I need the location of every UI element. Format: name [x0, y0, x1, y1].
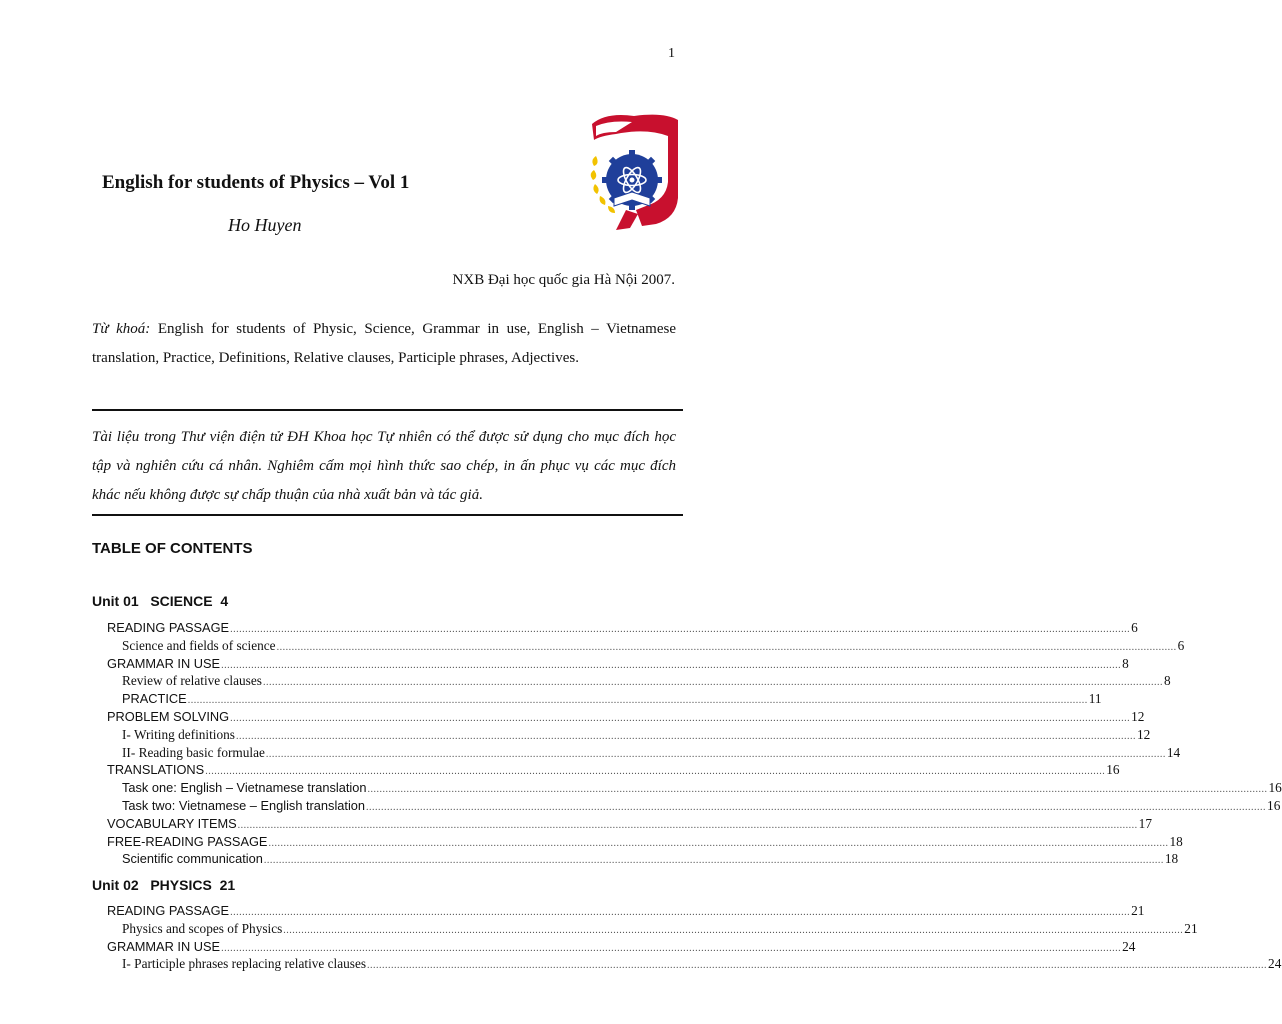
toc-dot-leader: ............................................................................................................................................................................................................................................................................................................ — [265, 748, 1166, 760]
toc-dot-leader: ............................................................................................................................................................................................................................................................................................................ — [263, 855, 1164, 867]
toc-dot-leader: ............................................................................................................................................................................................................................................................................................................ — [187, 695, 1088, 707]
keywords-label: Từ khoá: — [92, 321, 151, 337]
toc-dot-leader: ............................................................................................................................................................................................................................................................................................................ — [221, 942, 1122, 954]
toc-entry[interactable] — [92, 902, 1145, 920]
keywords-text: English for students of Physic, Science, Grammar in use, English – Vietnamese translation, Practice, Definitions, Relative clauses, Participle phrases, Adjectives. — [92, 321, 676, 366]
toc-entry-label: VOCABULARY ITEMS — [107, 815, 237, 831]
toc-entry[interactable] — [92, 690, 1102, 708]
university-emblem-icon — [586, 110, 682, 228]
toc-entry-label: Review of relative clauses — [122, 673, 262, 689]
toc-dot-leader: ............................................................................................................................................................................................................................................................................................................ — [235, 730, 1136, 742]
toc-dot-leader: ............................................................................................................................................................................................................................................................................................................ — [230, 624, 1131, 635]
toc-entry[interactable] — [92, 815, 1152, 833]
toc-entry-page: 16 — [1106, 762, 1120, 778]
toc-dot-leader: ............................................................................................................................................................................................................................................................................................................ — [366, 801, 1267, 813]
toc-entry-label: FREE-READING PASSAGE — [107, 833, 268, 849]
toc-entry-page: 8 — [1163, 673, 1171, 689]
toc-entry[interactable] — [92, 672, 1171, 690]
toc-entry-label: Physics and scopes of Physics — [122, 920, 283, 936]
toc-entry[interactable] — [92, 797, 1281, 815]
toc-entry[interactable] — [92, 920, 1198, 938]
toc-entry[interactable] — [92, 708, 1145, 726]
publisher-line: NXB Đại học quốc gia Hà Nội 2007. — [452, 272, 675, 288]
toc-dot-leader: ............................................................................................................................................................................................................................................................................................................ — [262, 677, 1163, 689]
toc-entry-page: 18 — [1169, 833, 1183, 849]
toc-entry-page: 21 — [1184, 920, 1198, 936]
toc-entry-label: READING PASSAGE — [107, 620, 230, 635]
toc-entry-label: PRACTICE — [122, 691, 187, 707]
toc-entry-label: I- Writing definitions — [122, 726, 235, 742]
toc-entry-label: Task one: English – Vietnamese translation — [122, 780, 367, 796]
toc-entry-label: GRAMMAR IN USE — [107, 655, 221, 671]
keywords-paragraph — [92, 315, 676, 372]
toc-entry[interactable] — [92, 779, 1282, 797]
toc-entry-page: 16 — [1268, 780, 1282, 796]
toc-entry-page: 24 — [1122, 938, 1136, 954]
toc-dot-leader: ............................................................................................................................................................................................................................................................................................................ — [230, 907, 1131, 918]
toc-entry[interactable] — [92, 637, 1185, 655]
toc-entry-label: Science and fields of science — [122, 637, 276, 653]
unit-heading: Unit 01 SCIENCE 4 — [92, 593, 229, 609]
toc-entry[interactable] — [92, 938, 1136, 956]
toc-entry[interactable] — [92, 726, 1151, 744]
bottom-divider — [92, 514, 683, 516]
document-title: English for students of Physics – Vol 1 — [102, 172, 410, 193]
toc-entry-label: II- Reading basic formulae — [122, 744, 265, 760]
toc-dot-leader: ............................................................................................................................................................................................................................................................................................................ — [237, 819, 1138, 831]
library-notice: Tài liệu trong Thư viện điện tử ĐH Khoa học Tự nhiên có thể được sử dụng cho mục đích học tập và nghiên cứu cá nhân. Nghiêm cấm mọi hình thức sao chép, in ấn phục vụ các mục đích khác nếu không được sự chấp thuận của nhà xuất bản và tác giả. — [92, 429, 676, 503]
toc-entry-label: GRAMMAR IN USE — [107, 938, 221, 954]
toc-entry-page: 24 — [1268, 956, 1282, 972]
toc-entry-page: 8 — [1122, 655, 1129, 671]
toc-dot-leader: ............................................................................................................................................................................................................................................................................................................ — [283, 924, 1184, 936]
toc-dot-leader: ............................................................................................................................................................................................................................................................................................................ — [221, 659, 1122, 671]
toc-entry-label: I- Participle phrases replacing relative clauses — [122, 956, 367, 972]
toc-entry[interactable] — [92, 850, 1179, 868]
toc-entry[interactable] — [92, 655, 1129, 673]
toc-entry-label: Task two: Vietnamese – English translation — [122, 797, 366, 813]
author-name: Ho Huyen — [228, 215, 302, 235]
toc-entry[interactable] — [92, 619, 1138, 637]
toc-entry-label: TRANSLATIONS — [107, 762, 205, 778]
toc-dot-leader: ............................................................................................................................................................................................................................................................................................................ — [276, 641, 1177, 653]
university-logo — [586, 110, 682, 228]
top-divider — [92, 409, 683, 411]
toc-entry-page: 11 — [1088, 691, 1102, 707]
toc-entry-page: 14 — [1166, 744, 1181, 760]
toc-list — [92, 902, 1282, 973]
page-number: 1 — [668, 46, 675, 61]
toc-entry-page: 18 — [1164, 851, 1179, 867]
toc-dot-leader: ............................................................................................................................................................................................................................................................................................................ — [230, 712, 1131, 724]
toc-dot-leader: ............................................................................................................................................................................................................................................................................................................ — [268, 837, 1169, 849]
toc-entry[interactable] — [92, 744, 1181, 762]
toc-entry-label: Scientific communication — [122, 851, 263, 867]
toc-entry[interactable] — [92, 955, 1282, 973]
toc-dot-leader: ............................................................................................................................................................................................................................................................................................................ — [367, 784, 1268, 796]
toc-dot-leader: ............................................................................................................................................................................................................................................................................................................ — [205, 766, 1106, 778]
toc-dot-leader: ............................................................................................................................................................................................................................................................................................................ — [367, 960, 1268, 972]
toc-entry-page: 17 — [1138, 815, 1152, 831]
toc-entry-page: 12 — [1136, 726, 1151, 742]
unit-heading: Unit 02 PHYSICS 21 — [92, 877, 236, 893]
toc-entry-label: PROBLEM SOLVING — [107, 708, 230, 724]
toc-entry-page: 6 — [1131, 620, 1138, 635]
toc-entry[interactable] — [92, 833, 1183, 851]
toc-entry-page: 6 — [1177, 637, 1185, 653]
toc-list — [92, 619, 1282, 868]
toc-entry-label: READING PASSAGE — [107, 903, 230, 918]
toc-entry[interactable] — [92, 761, 1120, 779]
toc-entry-page: 12 — [1131, 708, 1145, 724]
toc-heading: TABLE OF CONTENTS — [92, 540, 253, 557]
toc-entry-page: 21 — [1131, 903, 1145, 918]
toc-entry-page: 16 — [1267, 797, 1281, 813]
